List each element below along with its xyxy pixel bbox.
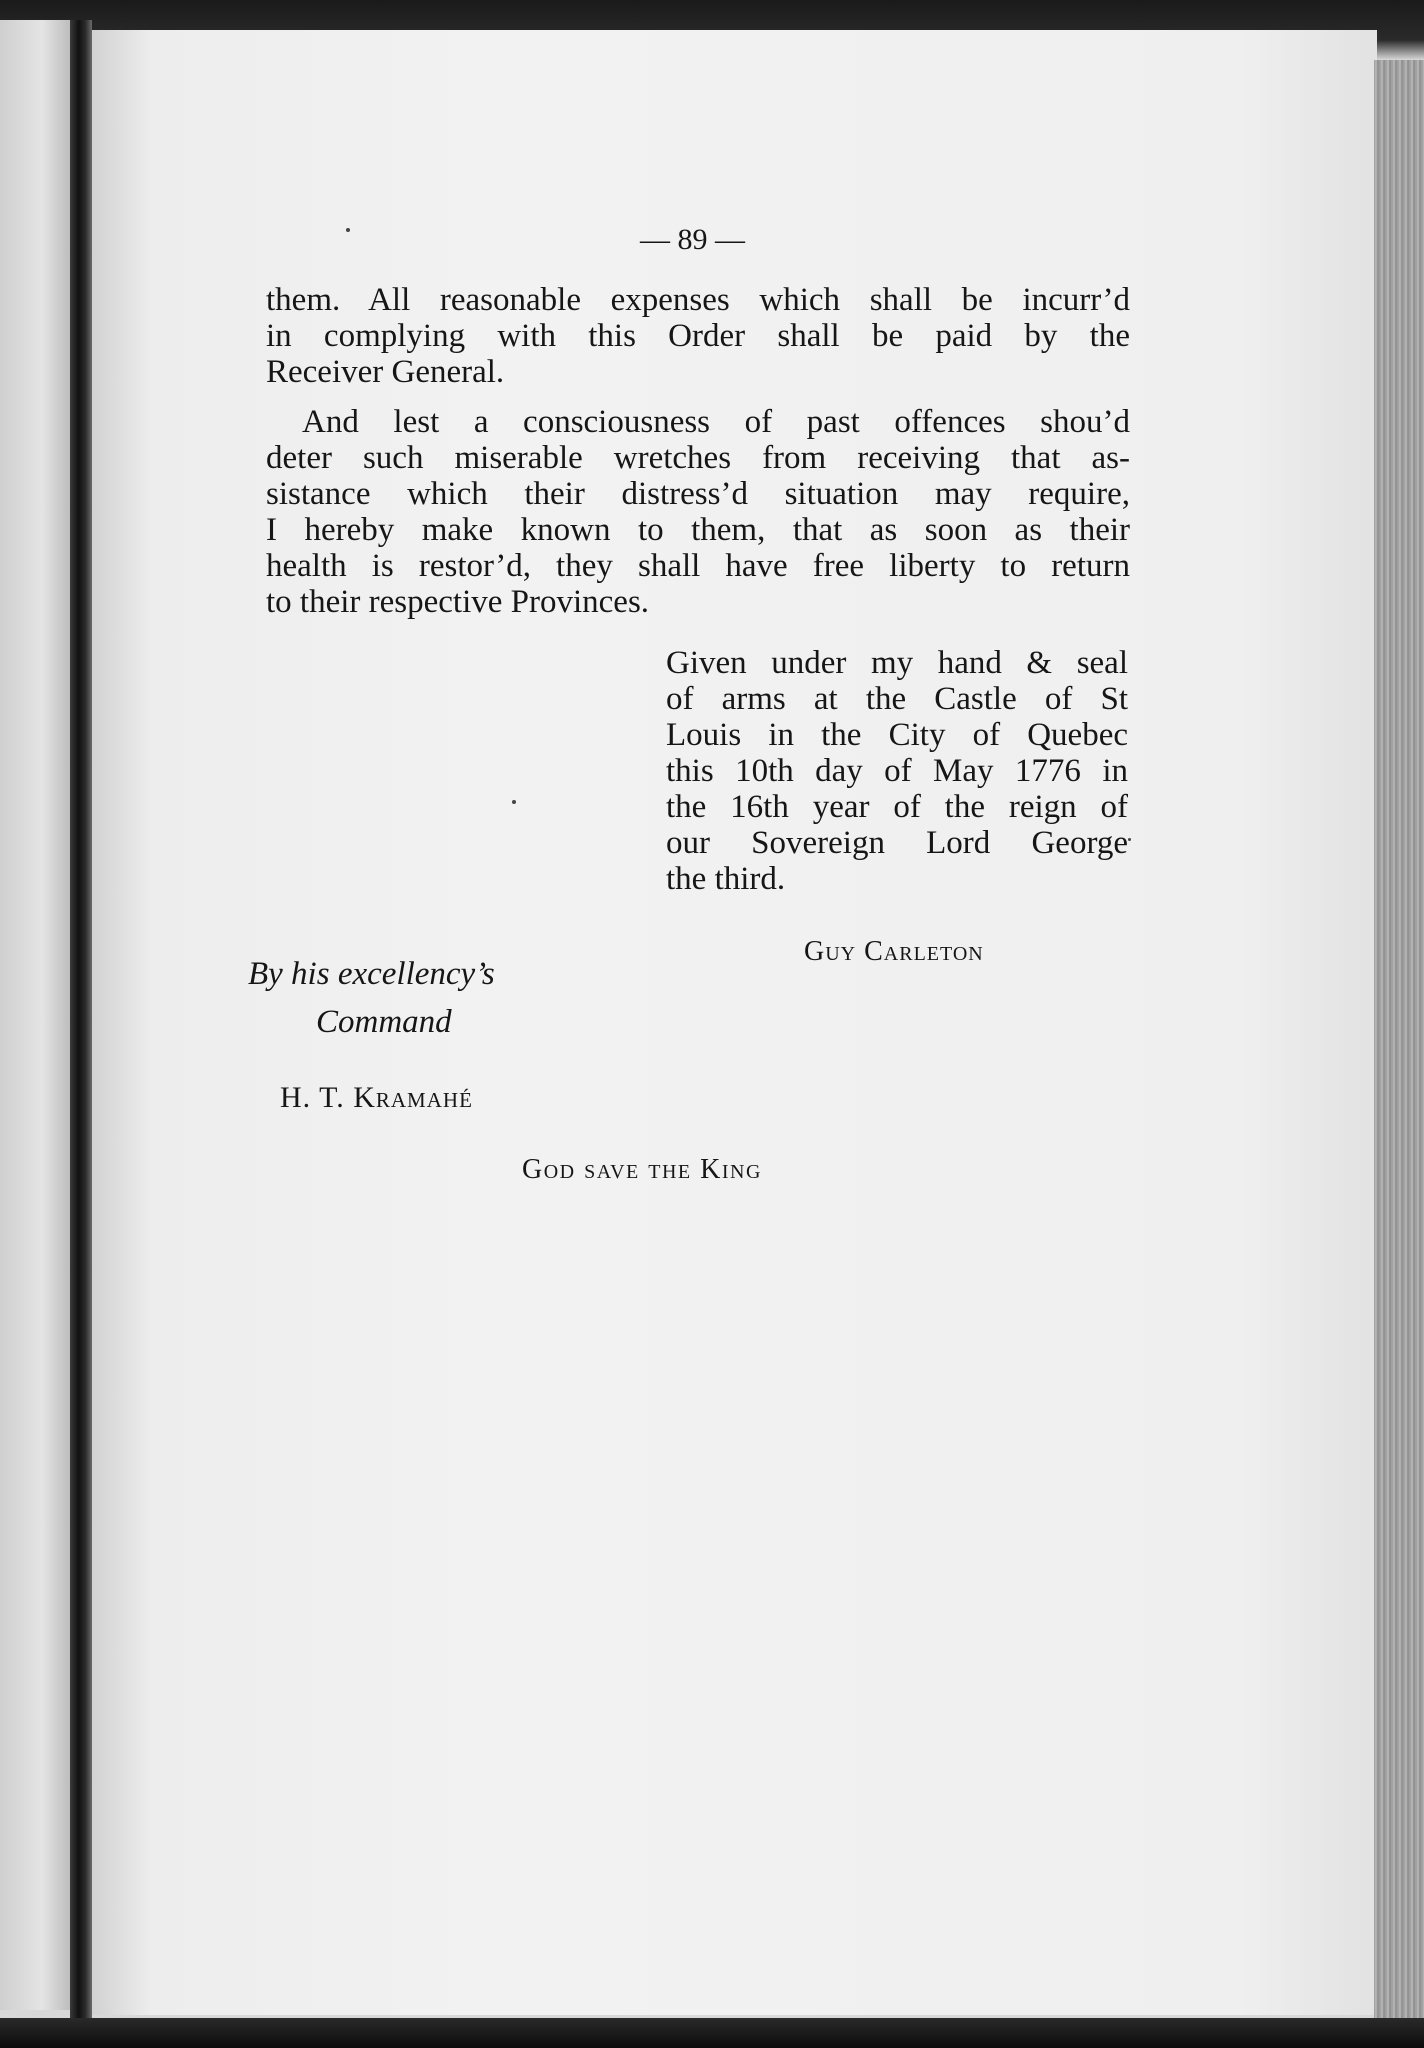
scan-bottom-border	[0, 2018, 1424, 2048]
text-line: them. All reasonable expenses which shall be incurr’d	[266, 282, 1130, 318]
command-line-1: By his excellency’s	[248, 956, 495, 992]
text-line: Louis in the City of Quebec	[666, 717, 1128, 753]
text-line: to their respective Provinces.	[266, 584, 650, 620]
secretary-signature: H. T. Kramahé	[280, 1081, 473, 1114]
ink-speck	[346, 228, 350, 232]
ink-speck	[512, 800, 516, 804]
text-line: in complying with this Order shall be paid by the	[266, 318, 1130, 354]
text-line: the 16th year of the reign of	[666, 789, 1128, 825]
text-line: the third.	[666, 861, 786, 897]
adjacent-page-edge	[0, 20, 70, 2010]
dating-clause	[666, 645, 1128, 897]
page-block-edges	[1374, 60, 1424, 2048]
text-line: this 10th day of May 1776 in	[666, 753, 1128, 789]
paragraph-1	[266, 282, 1130, 390]
ink-speck	[1128, 838, 1131, 841]
book-binding	[70, 20, 92, 2020]
text-line: I hereby make known to them, that as soon as their	[266, 512, 1130, 548]
paragraph-2	[266, 404, 1130, 620]
text-line: deter such miserable wretches from receiving that as-	[266, 440, 1130, 476]
text-line: sistance which their distress’d situation may require,	[266, 476, 1130, 512]
page-number: — 89 —	[640, 223, 745, 256]
signature: Guy Carleton	[804, 936, 984, 967]
text-line: our Sovereign Lord George	[666, 825, 1128, 861]
text-line: health is restor’d, they shall have free liberty to return	[266, 548, 1130, 584]
text-line: Receiver General.	[266, 354, 505, 390]
command-line-2: Command	[316, 1004, 452, 1040]
text-line: Given under my hand & seal	[666, 645, 1128, 681]
text-line: And lest a consciousness of past offences shou’d	[302, 404, 1130, 440]
text-line: of arms at the Castle of St	[666, 681, 1128, 717]
closing-line: God save the King	[522, 1154, 762, 1185]
